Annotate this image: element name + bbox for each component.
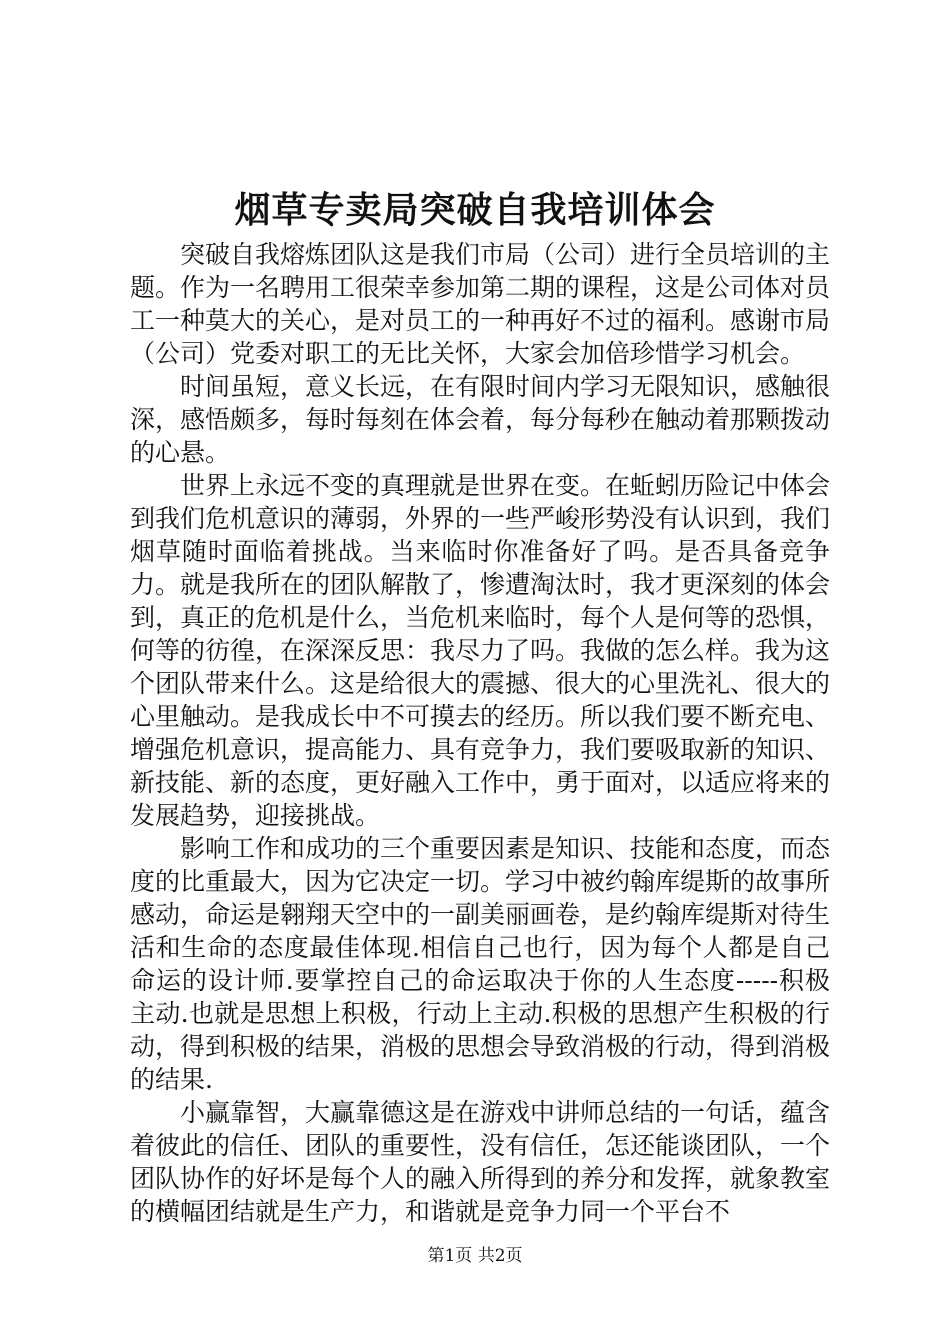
page-number-footer: 第1页 共2页	[427, 1246, 523, 1266]
paragraph-2: 时间虽短，意义长远，在有限时间内学习无限知识，感触很深，感悟颇多，每时每刻在体会着，每分每秒在触动着那颗拨动的心悬。	[130, 372, 831, 467]
paragraph-1: 突破自我熔炼团队这是我们市局（公司）进行全员培训的主题。作为一名聘用工很荣幸参加第二期的课程，这是公司体对员工一种莫大的关心，是对员工的一种再好不过的福利。感谢市局（公司）党委对职工的无比关怀，大家会加倍珍惜学习机会。	[130, 240, 831, 368]
document-title: 烟草专卖局突破自我培训体会	[234, 189, 716, 231]
paragraph-4: 影响工作和成功的三个重要因素是知识、技能和态度，而态度的比重最大，因为它决定一切。学习中被约翰库缇斯的故事所感动，命运是翱翔天空中的一副美丽画卷，是约翰库缇斯对待生活和生命的态度最佳体现.相信自己也行，因为每个人都是自己命运的设计师.要掌控自己的命运取决于你的人生态度-----积极主动.也就是思想上积极，行动上主动.积极的思想产生积极的行动，得到积极的结果，消极的思想会导致消极的行动，得到消极的结果.	[130, 834, 831, 1094]
paragraph-3: 世界上永远不变的真理就是世界在变。在蚯蚓历险记中体会到我们危机意识的薄弱，外界的一些严峻形势没有认识到，我们烟草随时面临着挑战。当来临时你准备好了吗。是否具备竞争力。就是我所在的团队解散了，惨遭淘汰时，我才更深刻的体会到，真正的危机是什么，当危机来临时，每个人是何等的恐惧，何等的彷徨，在深深反思：我尽力了吗。我做的怎么样。我为这个团队带来什么。这是给很大的震撼、很大的心里洗礼、很大的心里触动。是我成长中不可摸去的经历。所以我们要不断充电、增强危机意识，提高能力、具有竞争力，我们要吸取新的知识、新技能、新的态度，更好融入工作中，勇于面对，以适应将来的发展趋势，迎接挑战。	[130, 471, 831, 830]
paragraph-5: 小赢靠智，大赢靠德这是在游戏中讲师总结的一句话，蕴含着彼此的信任、团队的重要性，没有信任，怎还能谈团队，一个团队协作的好坏是每个人的融入所得到的养分和发挥，就象教室的横幅团结就是生产力，和谐就是竞争力同一个平台不	[130, 1098, 831, 1226]
document-body	[130, 238, 830, 1228]
